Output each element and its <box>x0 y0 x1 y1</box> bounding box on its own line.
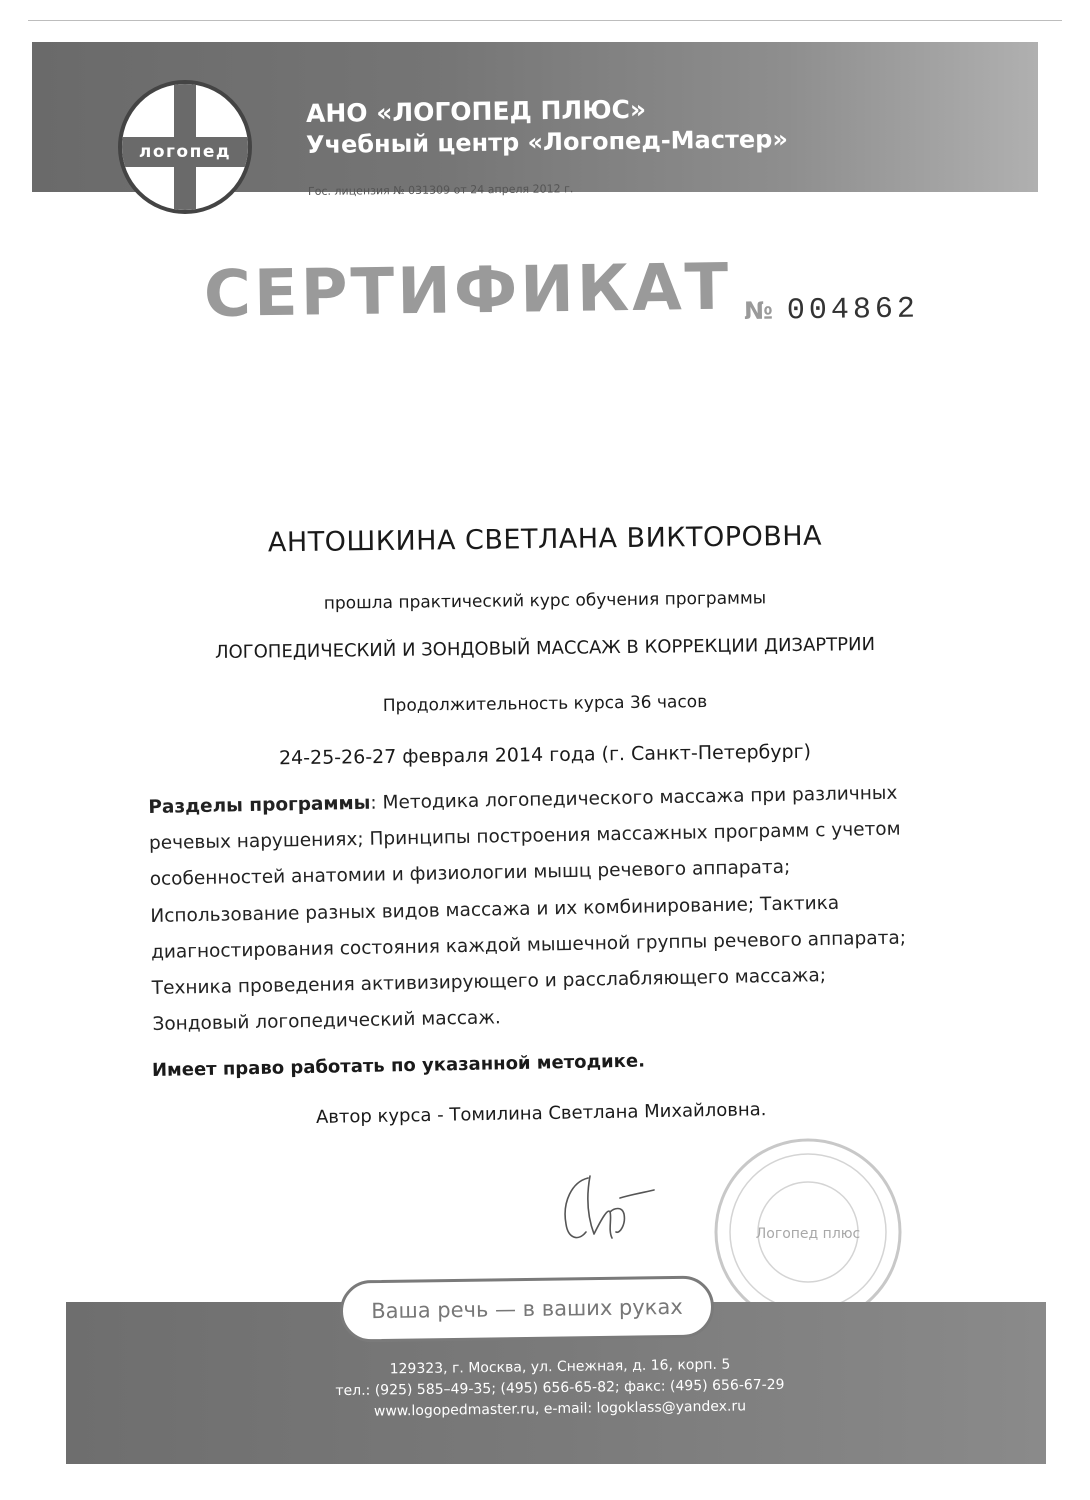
sections-label: Разделы программы <box>148 792 371 818</box>
slogan: Ваша речь — в ваших руках <box>340 1275 715 1342</box>
footer-address: 129323, г. Москва, ул. Снежная, д. 16, корп. 5 <box>389 1356 731 1378</box>
certificate-number <box>744 293 919 329</box>
footer-website: www.logopedmaster.ru, e-mail: logoklass@yandex.ru <box>373 1398 747 1420</box>
sections-line: Зондовый логопедический массаж. <box>152 1007 502 1036</box>
signature <box>550 1168 680 1258</box>
footer-phones: тел.: (925) 585–49-35; (495) 656-65-82; факс: (495) 656-67-29 <box>335 1376 785 1400</box>
completion-statement: прошла практический курс обучения программы <box>323 588 767 614</box>
org-name: АНО «ЛОГОПЕД ПЛЮС» <box>305 94 647 128</box>
course-author: Автор курса - Томилина Светлана Михайловна. <box>315 1099 767 1128</box>
course-duration: Продолжительность курса 36 часов <box>382 692 708 716</box>
sections-line: Использование разных видов массажа и их комбинирование; Тактика <box>150 892 840 927</box>
recipient-name: АНТОШКИНА СВЕТЛАНА ВИКТОРОВНА <box>267 520 823 559</box>
sections-line: Техника проведения активизирующего и расслабляющего массажа; <box>151 965 827 999</box>
number-value: 004862 <box>786 292 920 329</box>
scan-edge-line <box>28 20 1062 21</box>
sections-text: : Методика логопедического массажа при различных <box>370 782 898 814</box>
license-info: Гос. лицензия № 031309 от 24 апреля 2012 г. <box>307 182 574 198</box>
number-sign: № <box>743 296 774 325</box>
training-center-name: Учебный центр «Логопед-Мастер» <box>305 125 789 159</box>
logo-text: логопед <box>138 142 232 162</box>
certificate-title: СЕРТИФИКАТ <box>203 250 732 332</box>
logo <box>118 80 252 214</box>
program-title: ЛОГОПЕДИЧЕСКИЙ И ЗОНДОВЫЙ МАССАЖ В КОРРЕКЦИИ ДИЗАРТРИИ <box>214 633 876 664</box>
stamp-text: Логопед плюс <box>755 1226 861 1242</box>
course-dates: 24-25-26-27 февраля 2014 года (г. Санкт-Петербург) <box>278 740 812 770</box>
sections-line: речевых нарушениях; Принципы построения массажных программ с учетом <box>148 818 901 855</box>
right-to-work-statement: Имеет право работать по указанной методике. <box>151 1050 646 1081</box>
sections-line: особенностей анатомии и физиологии мышц речевого аппарата; <box>149 857 791 891</box>
sections-line: диагностирования состояния каждой мышечной группы речевого аппарата; <box>150 927 907 963</box>
program-sections <box>148 775 953 1044</box>
